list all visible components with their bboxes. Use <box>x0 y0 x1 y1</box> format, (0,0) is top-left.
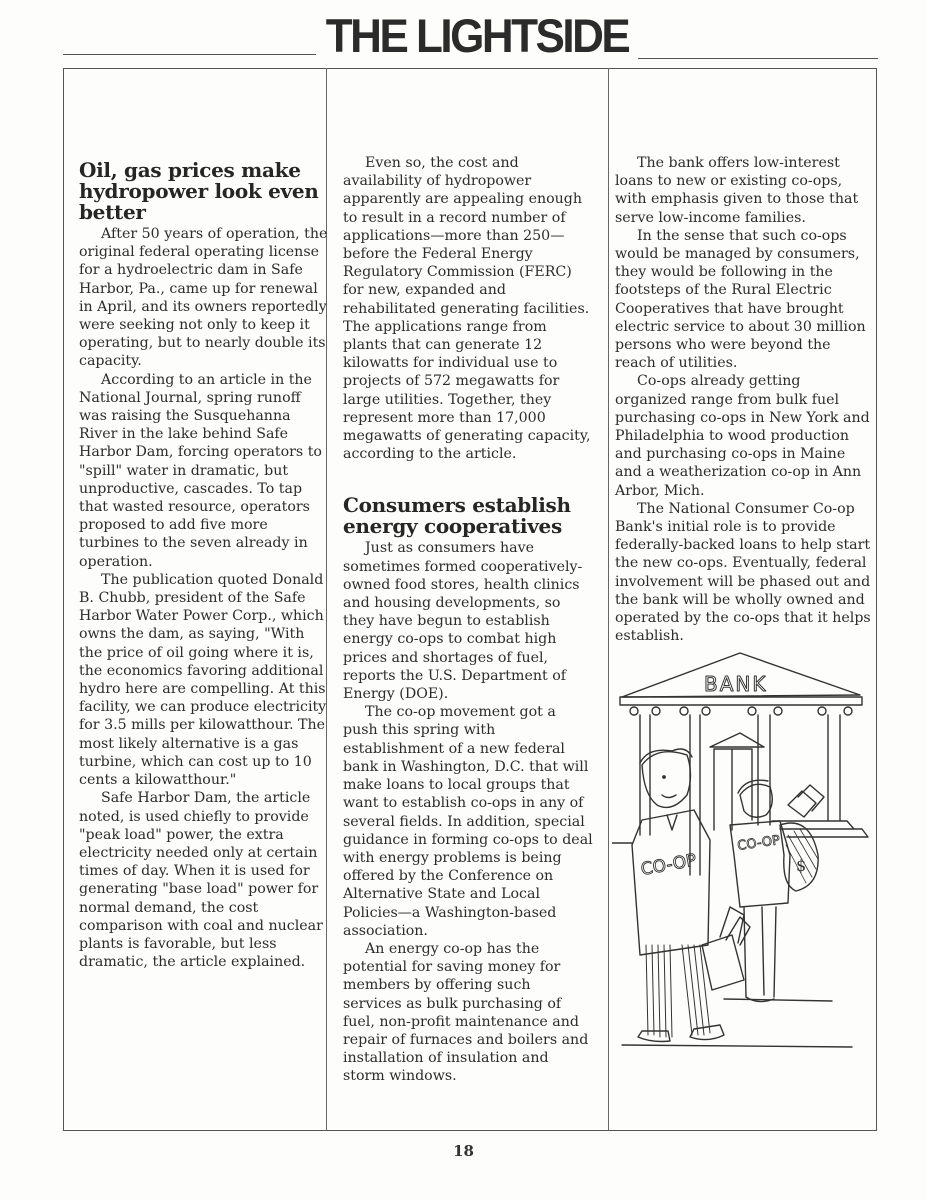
money-symbol: $ <box>796 856 807 875</box>
bank-coop-illustration <box>612 645 874 1065</box>
article-2-paragraph: The bank offers low-interest loans to new or existing co-ops, with emphasis given to those that serve low-income families. <box>615 155 859 226</box>
article-1-headline: Oil, gas prices make hydropower look even better <box>79 158 319 224</box>
spacer <box>343 463 593 495</box>
article-2-headline: Consumers establish energy cooperatives <box>343 493 571 539</box>
column-2 <box>343 154 593 1086</box>
column-divider-2 <box>608 68 609 1131</box>
article-1-paragraph: According to an article in the National Journal, spring runoff was raising the Susquehanna River in the lake behind Safe Harbor Dam, forcing operators to "spill" water in dramatic, but unproductive, cascades. To tap that wasted resource, operators proposed to add five more turbines to the seven already in operation. <box>79 371 322 570</box>
article-1-paragraph: The publication quoted Donald B. Chubb, president of the Safe Harbor Water Power Corp., which owns the dam, as saying, "With the price of oil going where it is, the economics favoring additional hydro here are compelling. At this facility, we can produce electricity for 3.5 mills per kilowatthour. The most likely alternative is a gas turbine, which can cost up to 10 cents a kilowatthour." <box>79 571 327 789</box>
page-number: 18 <box>453 1142 474 1160</box>
article-2-paragraph: The National Consumer Co-op Bank's initial role is to provide federally-backed loans to help start the new co-ops. Eventually, federal involvement will be phased out and the bank will be wholly owned and operated by the co-ops that it helps establish. <box>615 500 871 645</box>
article-2-paragraph: Co-ops already getting organized range from bulk fuel purchasing co-ops in New York and Philadelphia to wood production and purchasing co-ops in Maine and a weatherization co-op in Ann Arbor, Mich. <box>615 373 870 499</box>
column-3 <box>615 154 873 645</box>
masthead <box>0 0 927 68</box>
label-coop-right: CO-OP <box>736 833 781 854</box>
article-2-paragraph: An energy co-op has the potential for saving money for members by offering such services as bulk purchasing of fuel, non-profit maintenance and repair of furnaces and boilers and installation of insulation and storm windows. <box>343 940 589 1085</box>
label-coop-left: CO-OP <box>639 850 698 880</box>
article-1-paragraph: Even so, the cost and availability of hydropower apparently are appealing enough to result in a record number of applications—more than 250—before the Federal Energy Regulatory Commission (FERC) for new, expanded and rehabilitated generating facilities. The applications range from plants that can generate 12 kilowatts for individual use to projects of 572 megawatts for large utilities. Together, they represent more than 17,000 megawatts of generating capacity, according to the article. <box>343 155 591 463</box>
masthead-title: THE LIGHTSIDE <box>325 9 629 63</box>
article-2-paragraph: In the sense that such co-ops would be managed by consumers, they would be following in the footsteps of the Rural Electric Cooperatives that have brought electric service to about 30 million persons who were beyond the reach of utilities. <box>615 227 866 372</box>
masthead-rule-left <box>63 54 316 55</box>
article-2-paragraph: The co-op movement got a push this spring with establishment of a new federal bank in Washington, D.C. that will make loans to local groups that want to establish co-ops in any of several fields. In addition, special guidance in forming co-ops to deal with energy problems is being offered by the Conference on Alternative State and Local Policies—a Washington-based association. <box>343 704 593 939</box>
bank-sign: BANK <box>704 672 768 696</box>
article-2-paragraph: Just as consumers have sometimes formed cooperatively-owned food stores, health clinics and housing developments, so they have begun to establish energy co-ops to combat high prices and shortages of fuel, reports the U.S. Department of Energy (DOE). <box>343 540 583 703</box>
column-1 <box>79 160 329 971</box>
masthead-rule-right <box>638 58 878 59</box>
article-1-paragraph: After 50 years of operation, the original federal operating license for a hydroelectric dam in Safe Harbor, Pa., came up for renewal in April, and its owners reportedly were seeking not only to keep it operating, but to nearly double its capacity. <box>79 226 328 370</box>
article-1-paragraph: Safe Harbor Dam, the article noted, is used chiefly to provide "peak load" power, the extra electricity needed only at certain times of day. When it is used for generating "base load" power for normal demand, the cost comparison with coal and nuclear plants is favorable, but less dramatic, the article explained. <box>79 790 323 971</box>
